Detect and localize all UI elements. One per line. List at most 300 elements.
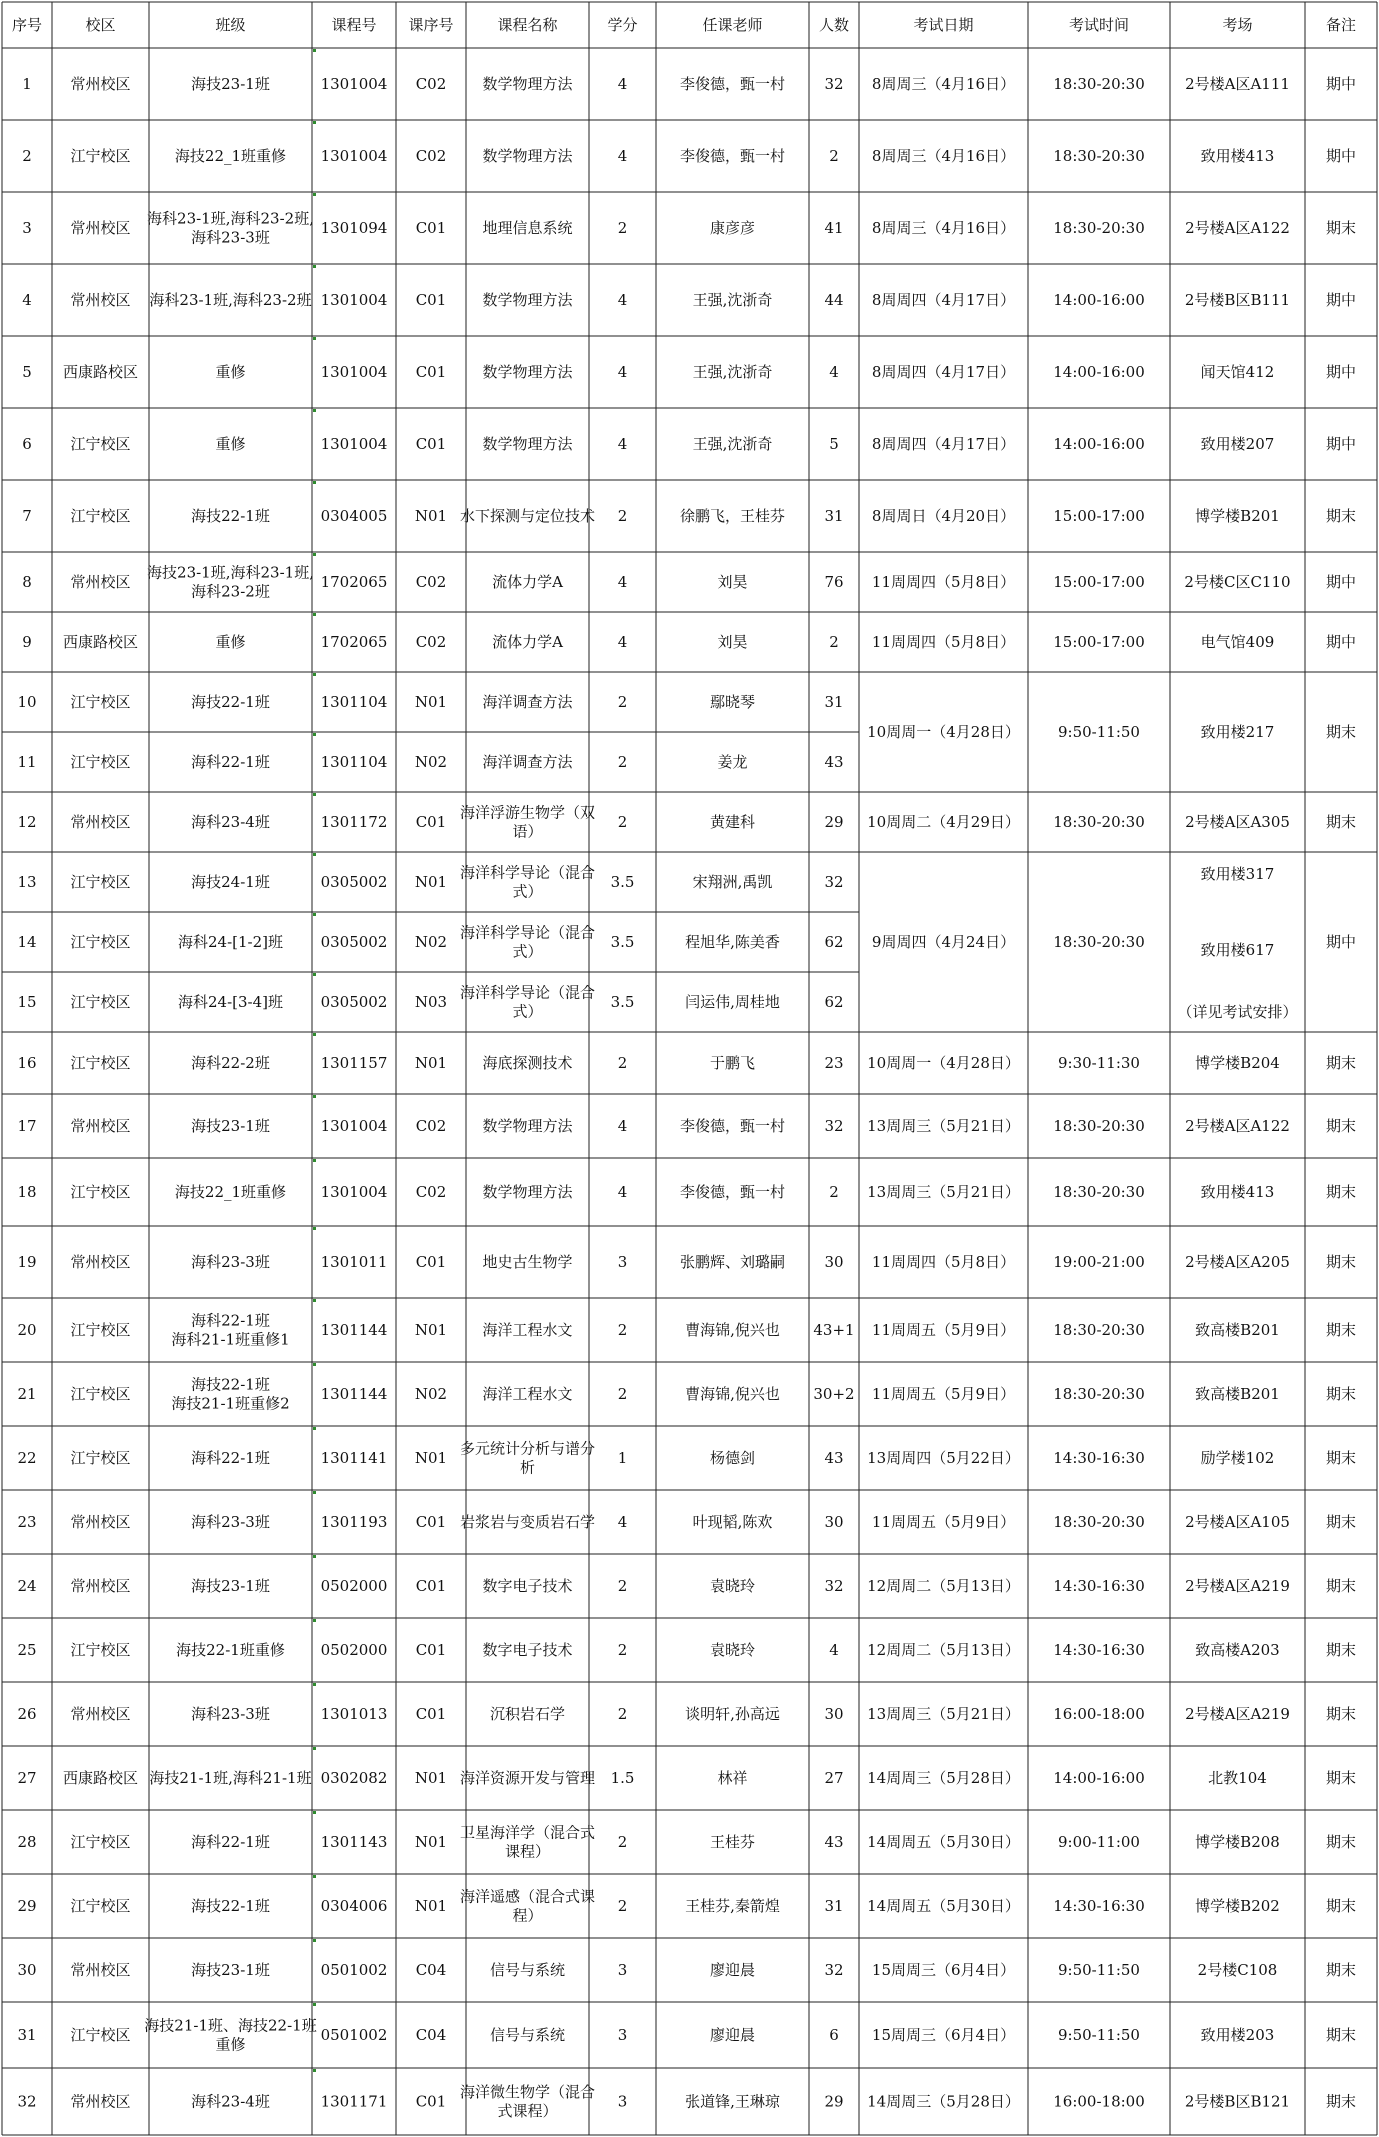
cell-time: 15:00-17:00 [1053, 507, 1145, 525]
cell-campus: 西康路校区 [62, 1769, 139, 1787]
cell-note: 期末 [1325, 1449, 1357, 1467]
cell-course-id: 0501002 [320, 2026, 388, 2044]
cell-class: 海技22_1班重修 [174, 1183, 287, 1201]
cell-teacher: 于鹏飞 [709, 1054, 756, 1072]
cell-marker [313, 1875, 316, 1878]
cell-class: 海科21-1班重修1 [171, 1330, 290, 1349]
cell-count: 41 [824, 219, 844, 237]
cell-date: 13周周四（5月22日） [867, 1449, 1020, 1467]
cell-no: 31 [17, 2026, 37, 2044]
cell-name: 信号与系统 [489, 2026, 566, 2044]
cell-time: 9:50-11:50 [1058, 1961, 1140, 1979]
cell-class: 海科23-3班 [191, 1513, 270, 1531]
cell-credit: 2 [617, 1321, 628, 1339]
cell-class: 海技22-1班 [191, 693, 270, 711]
cell-name: 岩浆岩与变质岩石学 [459, 1513, 596, 1531]
merged-cell-date: 9周周四（4月24日） [871, 933, 1016, 951]
cell-teacher: 李俊德，甄一村 [679, 1117, 786, 1135]
cell-campus: 江宁校区 [70, 147, 131, 165]
cell-time: 18:30-20:30 [1053, 1513, 1145, 1531]
merged-cell-date: 10周周一（4月28日） [867, 723, 1020, 741]
cell-marker [313, 1159, 316, 1162]
cell-room: 致用楼207 [1200, 435, 1275, 453]
cell-credit: 4 [617, 633, 628, 651]
cell-seq: N02 [414, 753, 448, 771]
cell-seq: C01 [415, 2092, 447, 2111]
cell-room: 博学楼B201 [1195, 507, 1280, 525]
cell-seq: N01 [414, 1449, 448, 1467]
cell-campus: 江宁校区 [70, 1641, 131, 1659]
cell-no: 11 [17, 753, 37, 771]
cell-name: 析 [519, 1458, 536, 1477]
cell-teacher: 闫运伟,周桂地 [685, 993, 780, 1011]
cell-room: 致用楼413 [1200, 1183, 1275, 1201]
cell-teacher: 叶现韬,陈欢 [692, 1513, 773, 1531]
cell-no: 30 [17, 1961, 37, 1979]
cell-count: 29 [824, 2092, 844, 2111]
cell-teacher: 李俊德，甄一村 [679, 75, 786, 93]
cell-note: 期末 [1325, 1961, 1357, 1979]
cell-no: 10 [17, 693, 37, 711]
cell-marker [313, 1227, 316, 1230]
cell-name: 海洋浮游生物学（双 [459, 803, 596, 822]
cell-count: 30 [824, 1705, 844, 1723]
cell-course-id: 0305002 [320, 873, 388, 891]
cell-course-id: 0501002 [320, 1961, 388, 1979]
cell-class: 海科22-2班 [191, 1054, 270, 1072]
cell-no: 5 [22, 363, 32, 381]
cell-marker [313, 913, 316, 916]
cell-no: 25 [17, 1641, 37, 1659]
cell-marker [313, 1555, 316, 1558]
cell-class: 海科23-4班 [191, 813, 270, 831]
cell-seq: C01 [415, 291, 447, 309]
cell-seq: C02 [415, 633, 447, 651]
cell-seq: C01 [415, 219, 447, 237]
cell-note: 期末 [1325, 1833, 1357, 1851]
cell-campus: 常州校区 [70, 219, 131, 237]
header-cell: 考场 [1222, 16, 1253, 34]
cell-seq: C01 [415, 1513, 447, 1531]
cell-room: 致高楼B201 [1195, 1385, 1280, 1403]
cell-no: 6 [22, 435, 32, 453]
cell-course-id: 1301011 [320, 1253, 388, 1271]
cell-class: 海技21-1班重修2 [171, 1394, 290, 1413]
cell-class: 海技21-1班、海技22-1班 [144, 2016, 317, 2035]
cell-room: 致用楼203 [1200, 2026, 1275, 2044]
cell-name: 数学物理方法 [482, 75, 573, 93]
cell-time: 14:00-16:00 [1053, 291, 1145, 309]
cell-course-id: 1301141 [320, 1449, 388, 1467]
cell-count: 32 [824, 873, 844, 891]
cell-course-id: 1702065 [320, 633, 388, 651]
cell-course-id: 1301143 [320, 1833, 388, 1851]
cell-credit: 4 [617, 1513, 628, 1531]
cell-count: 62 [824, 993, 844, 1011]
cell-count: 43 [824, 753, 844, 771]
cell-name: 流体力学A [492, 633, 563, 651]
cell-room: 2号楼B区B111 [1184, 291, 1291, 309]
cell-note: 期末 [1325, 1183, 1357, 1201]
cell-campus: 常州校区 [70, 1577, 131, 1595]
cell-name: 海洋科学导论（混合 [459, 983, 596, 1002]
merged-cell-room: 致用楼217 [1200, 723, 1275, 741]
cell-room: 2号楼A区A111 [1185, 75, 1290, 93]
cell-marker [313, 1619, 316, 1622]
cell-credit: 4 [617, 291, 628, 309]
cell-seq: C02 [415, 75, 447, 93]
cell-credit: 2 [617, 1054, 628, 1072]
cell-teacher: 康彦彦 [709, 219, 756, 237]
cell-room: 2号楼A区A219 [1185, 1705, 1290, 1723]
cell-campus: 江宁校区 [70, 2026, 131, 2044]
cell-seq: N01 [414, 1897, 448, 1915]
cell-room: 博学楼B202 [1195, 1897, 1280, 1915]
cell-time: 14:30-16:30 [1053, 1449, 1145, 1467]
cell-course-id: 1301144 [320, 1321, 388, 1339]
cell-no: 27 [17, 1769, 37, 1787]
cell-campus: 江宁校区 [70, 1183, 131, 1201]
header-cell: 学分 [607, 16, 638, 34]
cell-room: 2号楼C区C110 [1184, 573, 1291, 591]
cell-teacher: 王强,沈浙奇 [692, 435, 773, 453]
cell-seq: N01 [414, 1769, 448, 1787]
cell-course-id: 1301004 [320, 363, 388, 381]
merged-cell-room-line: 致用楼317 [1200, 865, 1275, 883]
cell-no: 7 [22, 507, 32, 525]
cell-campus: 江宁校区 [70, 993, 131, 1011]
cell-seq: N01 [414, 1833, 448, 1851]
cell-count: 2 [829, 147, 839, 165]
cell-campus: 江宁校区 [70, 435, 131, 453]
cell-room: 致用楼413 [1200, 147, 1275, 165]
cell-class: 重修 [215, 2035, 246, 2054]
cell-count: 2 [829, 1183, 839, 1201]
cell-count: 23 [824, 1054, 844, 1072]
cell-campus: 江宁校区 [70, 1385, 131, 1403]
cell-time: 18:30-20:30 [1053, 1117, 1145, 1135]
cell-marker [313, 1427, 316, 1430]
cell-name: 海洋工程水文 [482, 1321, 573, 1339]
cell-no: 4 [22, 291, 32, 309]
cell-date: 8周周日（4月20日） [871, 507, 1016, 525]
cell-course-id: 0304006 [320, 1897, 388, 1915]
cell-class: 海科22-1班 [191, 1449, 270, 1467]
cell-teacher: 曹海锦,倪兴也 [685, 1385, 780, 1403]
cell-room: 励学楼102 [1200, 1449, 1275, 1467]
cell-room: 2号楼A区A105 [1185, 1513, 1290, 1531]
cell-teacher: 王桂芬 [709, 1833, 756, 1851]
cell-name: 数学物理方法 [482, 1183, 573, 1201]
cell-date: 14周周三（5月28日） [867, 2092, 1020, 2111]
cell-campus: 常州校区 [70, 1117, 131, 1135]
cell-course-id: 1301172 [320, 813, 388, 831]
cell-no: 1 [22, 75, 32, 93]
cell-note: 期末 [1325, 1769, 1357, 1787]
cell-name: 数学物理方法 [482, 147, 573, 165]
cell-seq: N01 [414, 1321, 448, 1339]
cell-date: 8周周四（4月17日） [871, 363, 1016, 381]
cell-campus: 江宁校区 [70, 1054, 131, 1072]
cell-date: 8周周四（4月17日） [871, 291, 1016, 309]
cell-time: 14:00-16:00 [1053, 1769, 1145, 1787]
cell-teacher: 林祥 [717, 1769, 748, 1787]
cell-course-id: 1702065 [320, 573, 388, 591]
header-cell: 课序号 [408, 16, 454, 34]
cell-teacher: 李俊德，甄一村 [679, 1183, 786, 1201]
cell-class: 海科23-3班 [191, 1705, 270, 1723]
cell-credit: 4 [617, 1183, 628, 1201]
cell-marker [313, 673, 316, 676]
cell-teacher: 曹海锦,倪兴也 [685, 1321, 780, 1339]
cell-campus: 常州校区 [70, 1961, 131, 1979]
cell-seq: C04 [415, 2026, 447, 2044]
cell-count: 4 [829, 363, 839, 381]
cell-teacher: 宋翔洲,禹凯 [692, 873, 773, 891]
cell-credit: 4 [617, 75, 628, 93]
cell-teacher: 袁晓玲 [709, 1577, 756, 1595]
cell-teacher: 鄢晓琴 [709, 693, 756, 711]
cell-time: 16:00-18:00 [1053, 1705, 1145, 1723]
cell-teacher: 程旭华,陈美香 [685, 933, 780, 951]
cell-name: 数学物理方法 [482, 291, 573, 309]
cell-name: 数字电子技术 [482, 1577, 573, 1595]
cell-seq: C01 [415, 813, 447, 831]
cell-campus: 江宁校区 [70, 1833, 131, 1851]
cell-date: 11周周四（5月8日） [871, 633, 1016, 651]
merged-cell-note: 期末 [1325, 723, 1357, 741]
cell-room: 2号楼A区A205 [1185, 1253, 1290, 1271]
cell-no: 9 [22, 633, 32, 651]
header-cell: 课程名称 [497, 16, 558, 34]
cell-course-id: 1301094 [320, 219, 388, 237]
cell-marker [313, 409, 316, 412]
cell-count: 44 [824, 291, 844, 309]
cell-date: 11周周五（5月9日） [871, 1321, 1016, 1339]
cell-room: 2号楼A区A122 [1185, 1117, 1290, 1135]
cell-no: 16 [17, 1054, 37, 1072]
cell-teacher: 廖迎晨 [709, 1961, 756, 1979]
cell-marker [313, 49, 316, 52]
cell-marker [313, 973, 316, 976]
merged-cell-note: 期中 [1325, 933, 1357, 951]
cell-room: 致高楼A203 [1195, 1641, 1280, 1659]
cell-credit: 2 [617, 813, 628, 831]
cell-course-id: 1301157 [320, 1054, 388, 1072]
cell-teacher: 王桂芬,秦箭煌 [685, 1897, 780, 1915]
cell-date: 11周周四（5月8日） [871, 1253, 1016, 1271]
cell-campus: 常州校区 [70, 2092, 131, 2111]
cell-class: 海科23-1班,海科23-2班, [147, 209, 314, 228]
cell-time: 19:00-21:00 [1053, 1253, 1145, 1271]
cell-marker [313, 1299, 316, 1302]
cell-course-id: 1301004 [320, 291, 388, 309]
cell-seq: C01 [415, 1705, 447, 1723]
cell-date: 15周周三（6月4日） [871, 2026, 1016, 2044]
cell-note: 期末 [1325, 1385, 1357, 1403]
cell-time: 18:30-20:30 [1053, 75, 1145, 93]
cell-no: 12 [17, 813, 37, 831]
cell-time: 18:30-20:30 [1053, 1321, 1145, 1339]
cell-room: 2号楼A区A219 [1185, 1577, 1290, 1595]
cell-count: 30 [824, 1513, 844, 1531]
cell-date: 11周周五（5月9日） [871, 1385, 1016, 1403]
cell-class: 重修 [215, 363, 246, 381]
cell-note: 期末 [1325, 1321, 1357, 1339]
cell-marker [313, 481, 316, 484]
cell-count: 32 [824, 1117, 844, 1135]
cell-seq: C01 [415, 1641, 447, 1659]
cell-date: 10周周一（4月28日） [867, 1054, 1020, 1072]
cell-name: 海洋调查方法 [482, 693, 573, 711]
cell-marker [313, 1095, 316, 1098]
cell-credit: 4 [617, 147, 628, 165]
cell-time: 14:00-16:00 [1053, 435, 1145, 453]
cell-date: 14周周五（5月30日） [867, 1897, 1020, 1915]
cell-course-id: 1301004 [320, 147, 388, 165]
cell-room: 2号楼B区B121 [1184, 2092, 1291, 2111]
cell-count: 27 [824, 1769, 844, 1787]
cell-name: 海洋工程水文 [482, 1385, 573, 1403]
cell-name: 语） [512, 822, 543, 841]
cell-seq: C04 [415, 1961, 447, 1979]
cell-seq: C01 [415, 363, 447, 381]
cell-marker [313, 733, 316, 736]
cell-class: 海科23-4班 [191, 2092, 270, 2111]
cell-class: 海科22-1班 [191, 1833, 270, 1851]
merged-cell-room-line: 致用楼617 [1200, 941, 1275, 959]
header-cell: 考试日期 [913, 16, 974, 34]
cell-time: 18:30-20:30 [1053, 813, 1145, 831]
cell-name: 海洋科学导论（混合 [459, 863, 596, 882]
cell-time: 9:30-11:30 [1058, 1054, 1140, 1072]
cell-name: 式课程） [497, 2102, 558, 2120]
cell-time: 9:00-11:00 [1058, 1833, 1140, 1851]
cell-date: 12周周二（5月13日） [867, 1577, 1020, 1595]
cell-name: 多元统计分析与谱分 [459, 1439, 596, 1458]
cell-course-id: 1301004 [320, 1117, 388, 1135]
cell-count: 76 [824, 573, 844, 591]
cell-date: 10周周二（4月29日） [867, 813, 1020, 831]
cell-credit: 4 [617, 1117, 628, 1135]
cell-class: 海技22-1班 [191, 1375, 270, 1394]
header-cell: 人数 [818, 16, 850, 34]
cell-name: 海洋科学导论（混合 [459, 923, 596, 942]
cell-credit: 3 [617, 2026, 628, 2044]
cell-seq: C01 [415, 435, 447, 453]
cell-time: 14:30-16:30 [1053, 1897, 1145, 1915]
cell-credit: 2 [617, 1705, 628, 1723]
cell-note: 期中 [1325, 573, 1357, 591]
cell-time: 14:30-16:30 [1053, 1577, 1145, 1595]
cell-marker [313, 1939, 316, 1942]
cell-campus: 常州校区 [70, 813, 131, 831]
cell-name: 海洋微生物学（混合 [459, 2083, 596, 2101]
cell-seq: N01 [414, 507, 448, 525]
cell-class: 海科22-1班 [191, 1311, 270, 1330]
cell-no: 3 [22, 219, 32, 237]
cell-count: 31 [824, 693, 844, 711]
cell-credit: 4 [617, 435, 628, 453]
cell-room: 2号楼C108 [1197, 1961, 1278, 1979]
cell-name: 地史古生物学 [482, 1253, 573, 1271]
cell-no: 24 [17, 1577, 37, 1595]
cell-class: 海科23-1班,海科23-2班 [149, 291, 312, 309]
cell-marker [313, 1033, 316, 1036]
header-cell: 备注 [1325, 16, 1357, 34]
cell-class: 海技23-1班 [191, 1961, 270, 1979]
cell-name: 海洋资源开发与管理 [459, 1769, 596, 1787]
cell-campus: 江宁校区 [70, 873, 131, 891]
cell-credit: 2 [617, 219, 628, 237]
cell-campus: 江宁校区 [70, 693, 131, 711]
cell-course-id: 1301104 [320, 753, 388, 771]
cell-course-id: 1301004 [320, 435, 388, 453]
cell-date: 13周周三（5月21日） [867, 1117, 1020, 1135]
cell-credit: 3.5 [610, 993, 635, 1011]
cell-room: 博学楼B204 [1195, 1054, 1280, 1072]
cell-note: 期中 [1325, 363, 1357, 381]
cell-campus: 江宁校区 [70, 507, 131, 525]
cell-no: 28 [17, 1833, 37, 1851]
cell-no: 2 [22, 147, 32, 165]
cell-campus: 西康路校区 [62, 363, 139, 381]
cell-room: 北教104 [1208, 1769, 1267, 1787]
cell-credit: 4 [617, 363, 628, 381]
cell-date: 8周周三（4月16日） [871, 75, 1016, 93]
cell-marker [313, 793, 316, 796]
cell-marker [313, 853, 316, 856]
cell-note: 期末 [1325, 507, 1357, 525]
cell-marker [313, 121, 316, 124]
cell-course-id: 0304005 [320, 507, 388, 525]
cell-teacher: 李俊德，甄一村 [679, 147, 786, 165]
cell-name: 海底探测技术 [482, 1054, 573, 1072]
cell-room: 博学楼B208 [1195, 1833, 1280, 1851]
cell-marker [313, 265, 316, 268]
cell-campus: 常州校区 [70, 573, 131, 591]
cell-time: 16:00-18:00 [1053, 2092, 1145, 2111]
cell-class: 海科22-1班 [191, 753, 270, 771]
cell-note: 期中 [1325, 291, 1357, 309]
cell-teacher: 张道锋,王琳琼 [685, 2092, 780, 2111]
cell-seq: C02 [415, 1117, 447, 1135]
cell-time: 14:30-16:30 [1053, 1641, 1145, 1659]
cell-note: 期末 [1325, 813, 1357, 831]
cell-count: 43 [824, 1833, 844, 1851]
cell-credit: 2 [617, 693, 628, 711]
cell-no: 13 [17, 873, 37, 891]
cell-date: 13周周三（5月21日） [867, 1705, 1020, 1723]
cell-class: 海技21-1班,海科21-1班 [149, 1769, 312, 1787]
cell-no: 26 [17, 1705, 37, 1723]
cell-course-id: 0502000 [320, 1577, 388, 1595]
cell-time: 9:50-11:50 [1058, 2026, 1140, 2044]
header-cell: 考试时间 [1068, 16, 1130, 34]
cell-seq: N03 [414, 993, 448, 1011]
cell-campus: 江宁校区 [70, 1321, 131, 1339]
cell-course-id: 1301004 [320, 75, 388, 93]
cell-note: 期末 [1325, 1054, 1357, 1072]
header-cell: 任课老师 [702, 16, 763, 34]
cell-teacher: 杨德剑 [709, 1449, 756, 1467]
cell-credit: 2 [617, 1385, 628, 1403]
cell-credit: 3.5 [610, 933, 635, 951]
cell-note: 期末 [1325, 219, 1357, 237]
cell-class: 海科24-[1-2]班 [177, 933, 284, 951]
cell-teacher: 廖迎晨 [709, 2026, 756, 2044]
cell-seq: C02 [415, 1183, 447, 1201]
